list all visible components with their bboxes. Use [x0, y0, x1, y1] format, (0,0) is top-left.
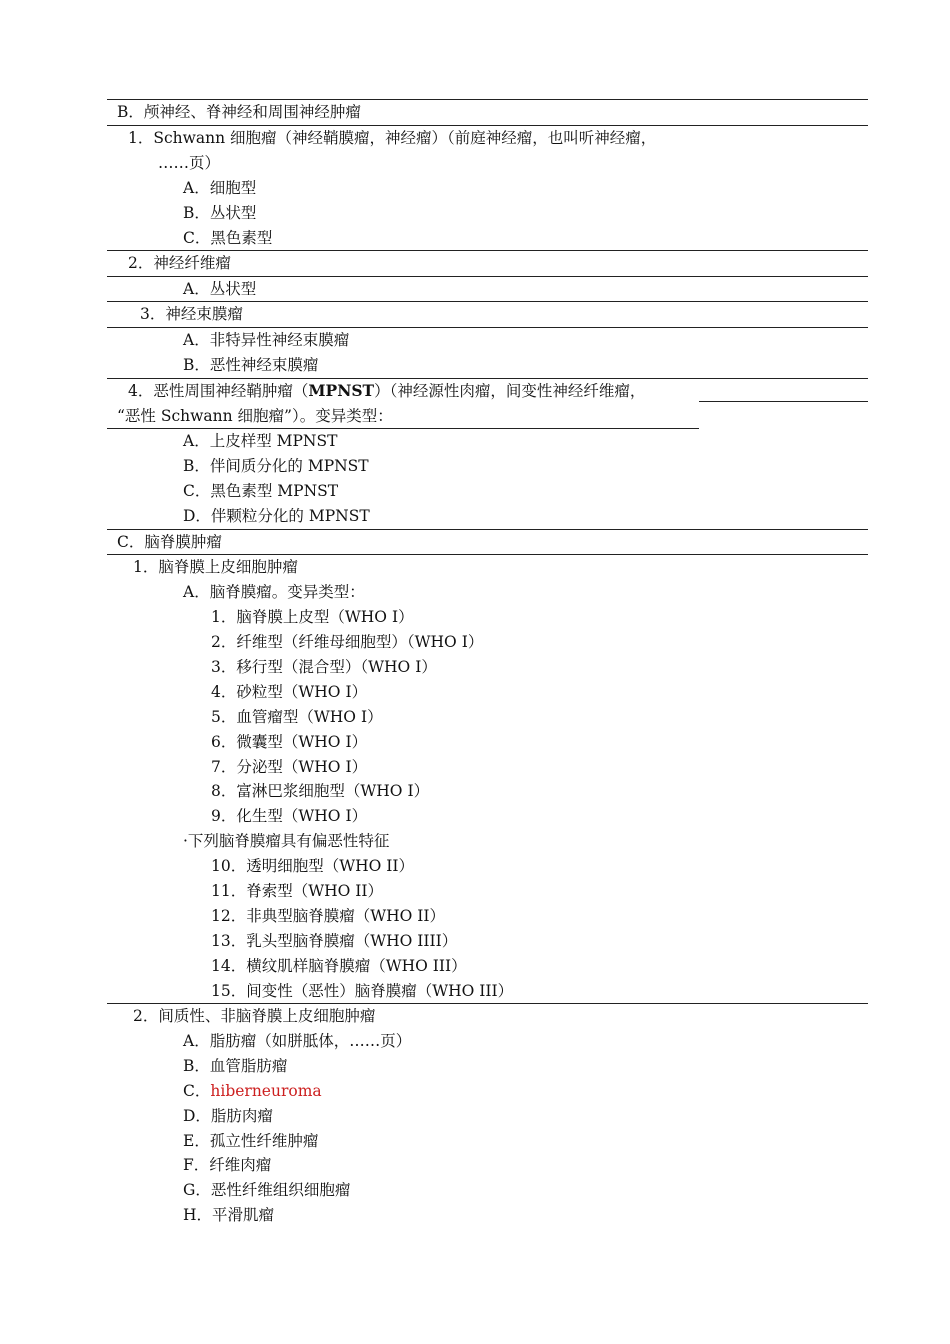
divider	[107, 428, 699, 429]
list-item: 8．富淋巴浆细胞型（WHO I）	[211, 782, 430, 800]
list-item: A．非特异性神经束膜瘤	[183, 331, 350, 349]
list-item: 7．分泌型（WHO I）	[211, 758, 368, 776]
list-item: C．黑色素型	[183, 229, 273, 247]
divider	[107, 327, 868, 328]
mpnst-title-pre: 4．恶性周围神经鞘肿瘤（	[128, 382, 309, 400]
divider	[107, 250, 868, 251]
divider	[107, 301, 868, 302]
mesenchymal-title: 2．间质性、非脑脊膜上皮细胞肿瘤	[133, 1007, 376, 1025]
list-item: F．纤维肉瘤	[183, 1156, 272, 1174]
list-item: H．平滑肌瘤	[183, 1206, 275, 1224]
list-item: A．细胞型	[183, 179, 257, 197]
list-item: 1．脑脊膜上皮型（WHO I）	[211, 608, 414, 626]
meningioma-heading: A．脑脊膜瘤。变异类型：	[183, 583, 365, 601]
list-item: E．孤立性纤维肿瘤	[183, 1132, 319, 1150]
list-item: 2．纤维型（纤维母细胞型）（WHO I）	[211, 633, 484, 651]
list-item: D．伴颗粒分化的 MPNST	[183, 507, 370, 525]
mpnst-abbrev: MPNST	[308, 381, 375, 400]
schwann-title-cont: ……页）	[158, 154, 221, 172]
list-item: C．黑色素型 MPNST	[183, 482, 339, 500]
list-item: 13．乳头型脑脊膜瘤（WHO IIII）	[211, 932, 458, 950]
divider	[107, 1003, 868, 1004]
divider	[107, 554, 868, 555]
list-item: 5．血管瘤型（WHO I）	[211, 708, 383, 726]
list-item: A．脂肪瘤（如胼胝体，……页）	[183, 1032, 412, 1050]
list-item: A．上皮样型 MPNST	[183, 432, 338, 450]
schwann-title: 1．Schwann 细胞瘤（神经鞘膜瘤，神经瘤）（前庭神经瘤，也叫听神经瘤，	[128, 129, 657, 147]
malignant-note: ·下列脑脊膜瘤具有偏恶性特征	[183, 832, 390, 850]
divider	[107, 529, 868, 530]
list-item: B．血管脂肪瘤	[183, 1057, 288, 1075]
perineurioma-title: 3．神经束膜瘤	[140, 305, 243, 323]
mpnst-title-post: ）（神经源性肉瘤，间变性神经纤维瘤，	[374, 382, 646, 400]
list-item: D．脂肪肉瘤	[183, 1107, 273, 1125]
section-b-heading: B．颅神经、脊神经和周围神经肿瘤	[117, 103, 361, 121]
list-item: B．丛状型	[183, 204, 257, 222]
mpnst-title	[128, 381, 645, 401]
neurofibroma-title: 2．神经纤维瘤	[128, 254, 231, 272]
meningothelial-title: 1．脑脊膜上皮细胞肿瘤	[133, 558, 298, 576]
mpnst-title-cont: “恶性 Schwann 细胞瘤”）。变异类型：	[117, 407, 393, 425]
list-item: 9．化生型（WHO I）	[211, 807, 368, 825]
list-item: 14．横纹肌样脑脊膜瘤（WHO III）	[211, 957, 467, 975]
divider	[107, 378, 868, 379]
divider	[107, 99, 868, 100]
list-item	[183, 1081, 322, 1101]
list-item: G．恶性纤维组织细胞瘤	[183, 1181, 351, 1199]
list-item: 10．透明细胞型（WHO II）	[211, 857, 415, 875]
divider	[107, 276, 868, 277]
list-item: 11．脊索型（WHO II）	[211, 882, 384, 900]
list-item-label: C．	[183, 1082, 211, 1100]
list-item: 3．移行型（混合型）（WHO I）	[211, 658, 437, 676]
hiberneuroma-term: hiberneuroma	[210, 1082, 322, 1100]
list-item: A．丛状型	[183, 280, 257, 298]
list-item: 12．非典型脑脊膜瘤（WHO II）	[211, 907, 446, 925]
divider	[699, 401, 868, 402]
list-item: 6．微囊型（WHO I）	[211, 733, 368, 751]
section-c-heading: C．脑脊膜肿瘤	[117, 533, 222, 551]
list-item: 4．砂粒型（WHO I）	[211, 683, 368, 701]
list-item: 15．间变性（恶性）脑脊膜瘤（WHO III）	[211, 982, 514, 1000]
divider	[107, 125, 868, 126]
list-item: B．恶性神经束膜瘤	[183, 356, 319, 374]
list-item: B．伴间质分化的 MPNST	[183, 457, 369, 475]
